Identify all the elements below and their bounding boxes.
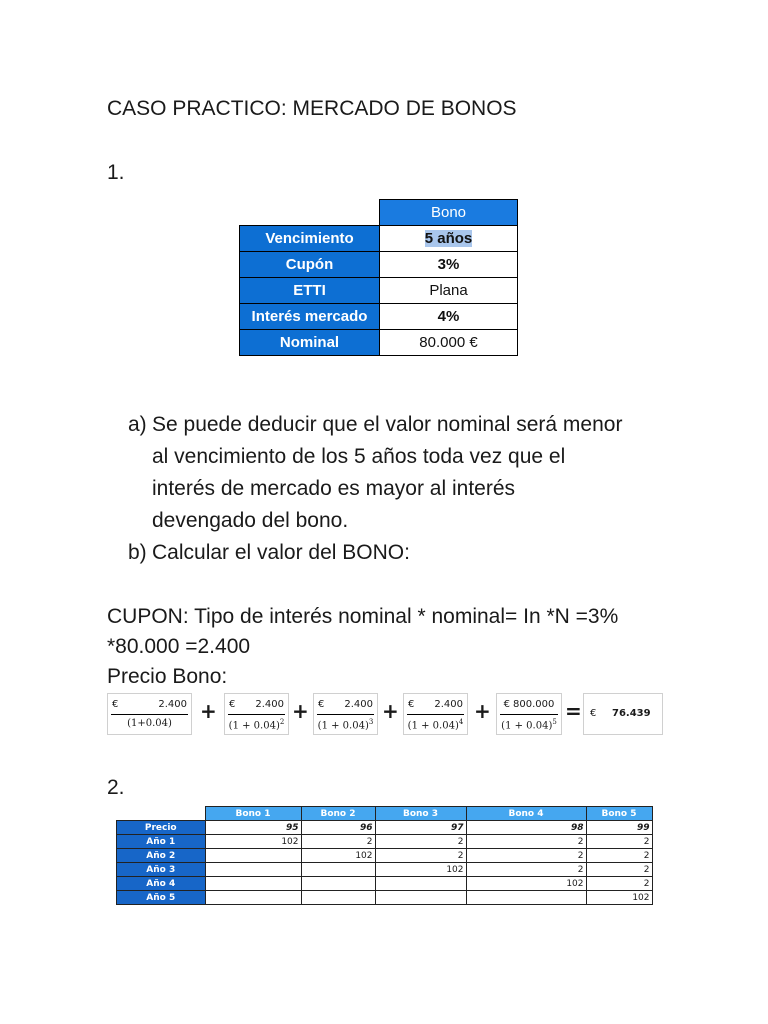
bond-row-value: 80.000 € bbox=[380, 330, 518, 356]
table-cell: 2 bbox=[375, 835, 466, 849]
term-denominator: $(1 + 0.04)^3$ bbox=[317, 718, 374, 732]
term-numerator: 2.400 bbox=[158, 699, 187, 710]
bond-row bbox=[240, 304, 518, 330]
plus-sign: + bbox=[382, 699, 399, 723]
list-item-a-line: al vencimiento de los 5 años toda vez que el bbox=[152, 445, 566, 468]
table-cell: 102 bbox=[301, 849, 375, 863]
row-label: Año 5 bbox=[117, 891, 206, 905]
cupon-line: CUPON: Tipo de interés nominal * nominal= In *N =3% bbox=[107, 605, 619, 628]
table-cell: 98 bbox=[466, 821, 586, 835]
row-label: Año 1 bbox=[117, 835, 206, 849]
row-label: Año 3 bbox=[117, 863, 206, 877]
bond-row-label: Vencimiento bbox=[240, 226, 380, 252]
cupon-line: *80.000 =2.400 bbox=[107, 635, 251, 658]
table-row bbox=[117, 863, 653, 877]
table-cell: 99 bbox=[586, 821, 652, 835]
table-cell bbox=[301, 877, 375, 891]
table-cell: 2 bbox=[375, 849, 466, 863]
table-row bbox=[117, 849, 653, 863]
row-label: Año 4 bbox=[117, 877, 206, 891]
cashflow-col-header: Bono 1 bbox=[205, 807, 301, 821]
formula-term: € 2.400 $(1 + 0.04)^2$ bbox=[224, 693, 289, 735]
bond-row-label: Cupón bbox=[240, 252, 380, 278]
term-numerator: 800.000 bbox=[513, 699, 555, 710]
currency-symbol: € bbox=[112, 699, 119, 710]
term-denominator: $(1 + 0.04)^5$ bbox=[501, 718, 557, 732]
list-item-b-line: Calcular el valor del BONO: bbox=[152, 541, 410, 564]
bond-price-formula bbox=[107, 693, 662, 736]
cashflow-col-header: Bono 5 bbox=[586, 807, 652, 821]
row-label: Año 2 bbox=[117, 849, 206, 863]
row-label: Precio bbox=[117, 821, 206, 835]
term-numerator: 2.400 bbox=[344, 699, 373, 710]
table-cell: 96 bbox=[301, 821, 375, 835]
term-numerator: 2.400 bbox=[255, 699, 284, 710]
cashflow-table bbox=[116, 806, 653, 905]
term-numerator: 2.400 bbox=[434, 699, 463, 710]
list-item-b-marker: b) bbox=[128, 541, 147, 564]
table-cell bbox=[205, 863, 301, 877]
bond-row-value: 5 años bbox=[380, 226, 518, 252]
bond-table-header: Bono bbox=[380, 200, 518, 226]
table-cell bbox=[205, 877, 301, 891]
bond-table-corner bbox=[240, 200, 380, 226]
table-cell bbox=[375, 877, 466, 891]
table-cell: 102 bbox=[466, 877, 586, 891]
bond-row-value: 3% bbox=[380, 252, 518, 278]
table-row bbox=[117, 835, 653, 849]
formula-term: € 2.400 $(1 + 0.04)^3$ bbox=[313, 693, 378, 735]
precio-bono-label: Precio Bono: bbox=[107, 665, 228, 688]
table-row bbox=[117, 821, 653, 835]
table-cell: 95 bbox=[205, 821, 301, 835]
term-denominator: $(1 + 0.04)^2$ bbox=[228, 718, 285, 732]
cashflow-corner bbox=[117, 807, 206, 821]
bond-row-value: 4% bbox=[380, 304, 518, 330]
table-cell bbox=[301, 863, 375, 877]
table-cell: 97 bbox=[375, 821, 466, 835]
page-title: CASO PRACTICO: MERCADO DE BONOS bbox=[107, 97, 517, 120]
table-cell: 102 bbox=[586, 891, 652, 905]
bond-row-label: Interés mercado bbox=[240, 304, 380, 330]
formula-result: € 76.439 bbox=[583, 693, 663, 735]
list-item-a-marker: a) bbox=[128, 413, 147, 436]
bond-row-value: Plana bbox=[380, 278, 518, 304]
bond-row bbox=[240, 330, 518, 356]
table-row bbox=[117, 877, 653, 891]
table-cell bbox=[301, 891, 375, 905]
bond-row bbox=[240, 278, 518, 304]
table-cell: 102 bbox=[375, 863, 466, 877]
table-cell: 102 bbox=[205, 835, 301, 849]
table-cell: 2 bbox=[586, 835, 652, 849]
term-denominator: $(1 + 0.04)^4$ bbox=[407, 718, 464, 732]
bond-table bbox=[239, 199, 518, 356]
table-row bbox=[117, 891, 653, 905]
formula-term: € 800.000 $(1 + 0.04)^5$ bbox=[496, 693, 562, 735]
formula-term: € 2.400 $(1 + 0.04)^4$ bbox=[403, 693, 468, 735]
table-cell: 2 bbox=[301, 835, 375, 849]
table-cell: 2 bbox=[466, 835, 586, 849]
table-cell bbox=[375, 891, 466, 905]
cashflow-col-header: Bono 4 bbox=[466, 807, 586, 821]
table-cell: 2 bbox=[466, 849, 586, 863]
cashflow-col-header: Bono 3 bbox=[375, 807, 466, 821]
bond-row bbox=[240, 252, 518, 278]
equals-sign: = bbox=[565, 699, 582, 723]
section-1-label: 1. bbox=[107, 161, 125, 184]
section-2-label: 2. bbox=[107, 776, 125, 799]
list-item-a-line: devengado del bono. bbox=[152, 509, 349, 532]
list-item-a-line: Se puede deducir que el valor nominal será menor bbox=[152, 413, 623, 436]
table-cell: 2 bbox=[586, 863, 652, 877]
bond-row-label: ETTI bbox=[240, 278, 380, 304]
table-cell bbox=[205, 849, 301, 863]
result-value: 76.439 bbox=[612, 708, 651, 719]
bond-row bbox=[240, 226, 518, 252]
term-denominator: (1+0.04) bbox=[127, 718, 172, 729]
plus-sign: + bbox=[292, 699, 309, 723]
plus-sign: + bbox=[474, 699, 491, 723]
formula-term bbox=[107, 693, 192, 735]
plus-sign: + bbox=[200, 699, 217, 723]
table-cell: 2 bbox=[466, 863, 586, 877]
bond-row-label: Nominal bbox=[240, 330, 380, 356]
cashflow-col-header: Bono 2 bbox=[301, 807, 375, 821]
table-cell: 2 bbox=[586, 877, 652, 891]
table-cell bbox=[205, 891, 301, 905]
list-item-a-line: interés de mercado es mayor al interés bbox=[152, 477, 515, 500]
table-cell: 2 bbox=[586, 849, 652, 863]
table-cell bbox=[466, 891, 586, 905]
